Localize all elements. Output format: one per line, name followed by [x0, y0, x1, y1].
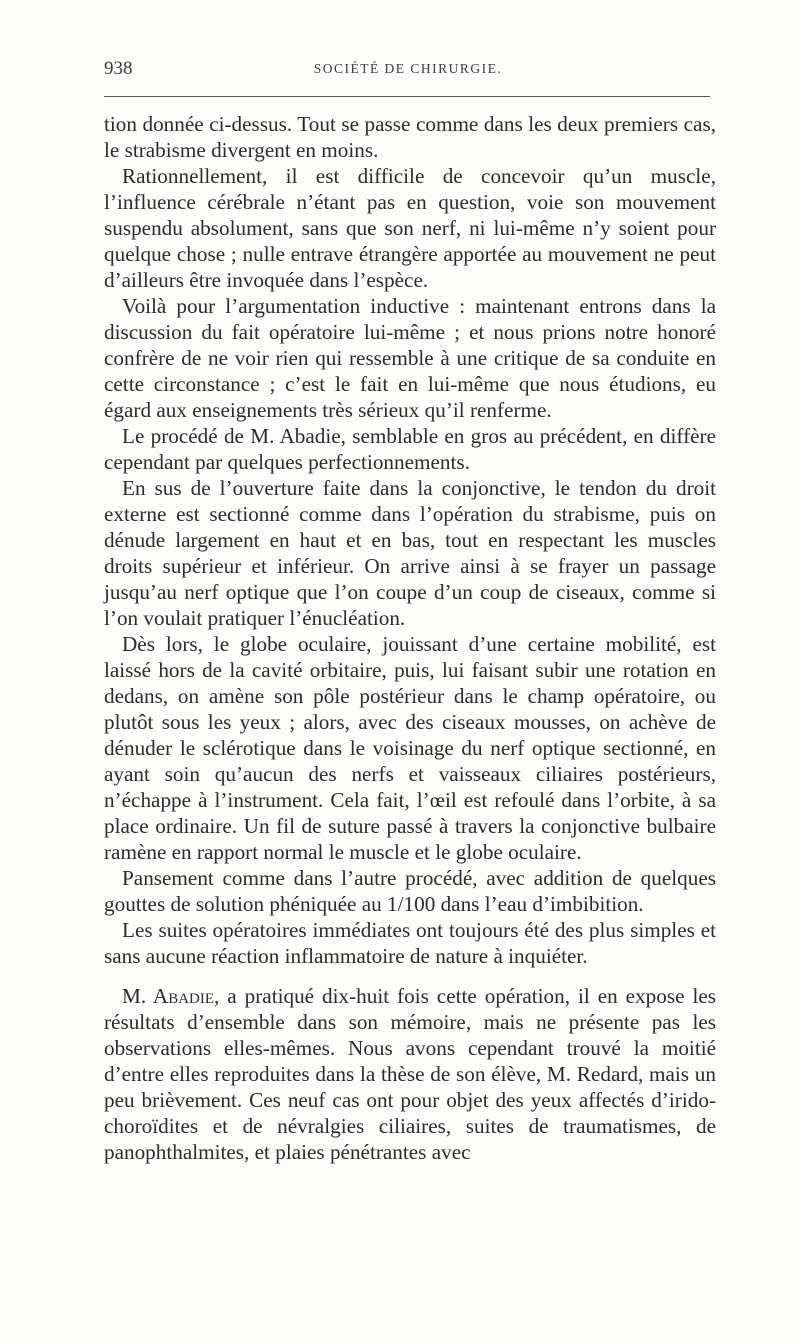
- author-name: M. Abadie: [122, 984, 215, 1008]
- page-header: [104, 58, 712, 88]
- paragraph-rationnellement: Rationnellement, il est difficile de concevoir qu’un muscle, l’influence cérébrale n’étant pas en question, voie son mouvement suspendu absolument, sans que son nerf, ni lui-même n’y soient pour quelque chose ; nulle entrave étrangère apportée au mouvement ne peut d’ailleurs être invoquée dans l’espèce.: [104, 164, 716, 292]
- paragraph-argumentation: Voilà pour l’argumentation inductive : maintenant entrons dans la discussion du fait opératoire lui-même ; et nous prions notre honoré confrère de ne voir rien qui ressemble à une critique de sa conduite en cette circonstance ; c’est le fait en lui-même que nous étudions, eu égard aux enseignements très sérieux qu’il renferme.: [104, 294, 716, 422]
- paragraph-suites: Les suites opératoires immédiates ont toujours été des plus simples et sans aucune réaction inflammatoire de nature à inquiéter.: [104, 918, 716, 968]
- page-number: 938: [104, 58, 133, 79]
- paragraph-continuation: tion donnée ci-dessus. Tout se passe comme dans les deux premiers cas, le strabisme divergent en moins.: [104, 112, 716, 162]
- paragraph-procede: Le procédé de M. Abadie, semblable en gros au précédent, en diffère cependant par quelques perfectionnements.: [104, 424, 716, 474]
- paragraph-ouverture: En sus de l’ouverture faite dans la conjonctive, le tendon du droit externe est sectionné comme dans l’opération du strabisme, puis on dénude largement en haut et en bas, tout en respectant les muscles droits supérieur et inférieur. On arrive ainsi à se frayer un passage jusqu’au nerf optique que l’on coupe d’un coup de ciseaux, comme si l’on voulait pratiquer l’énucléation.: [104, 476, 716, 630]
- paragraph-abadie-text: , a pratiqué dix-huit fois cette opération, il en expose les résultats d’ensemble dans son mémoire, mais ne présente pas les observations elles-mêmes. Nous avons cependant trouvé la moitié d’entre elles reproduites dans la thèse de son élève, M. Redard, mais un peu brièvement. Ces neuf cas ont pour objet des yeux affectés d’irido-choroïdites et de névralgies ciliaires, suites de traumatismes, de panophthalmites, et plaies pénétrantes avec: [104, 984, 716, 1164]
- running-title: SOCIÉTÉ DE CHIRURGIE.: [313, 61, 503, 76]
- paragraph-globe-oculaire: Dès lors, le globe oculaire, jouissant d’une certaine mobilité, est laissé hors de la cavité orbitaire, puis, lui faisant subir une rotation en dedans, on amène son pôle postérieur dans le champ opératoire, ou plutôt sous les yeux ; alors, avec des ciseaux mousses, on achève de dénuder le sclérotique dans le voisinage du nerf optique sectionné, en ayant soin qu’aucun des nerfs et vaisseaux ciliaires postérieurs, n’échappe à l’instrument. Cela fait, l’œil est refoulé dans l’orbite, à sa place ordinaire. Un fil de suture passé à travers la conjonctive bulbaire ramène en rapport normal le muscle et le globe oculaire.: [104, 632, 716, 864]
- paragraph-pansement: Pansement comme dans l’autre procédé, avec addition de quelques gouttes de solution phéniquée au 1/100 dans l’eau d’imbibition.: [104, 866, 716, 916]
- paragraph-abadie: [104, 983, 716, 1165]
- body-text: [104, 111, 716, 1165]
- header-rule: [104, 96, 710, 97]
